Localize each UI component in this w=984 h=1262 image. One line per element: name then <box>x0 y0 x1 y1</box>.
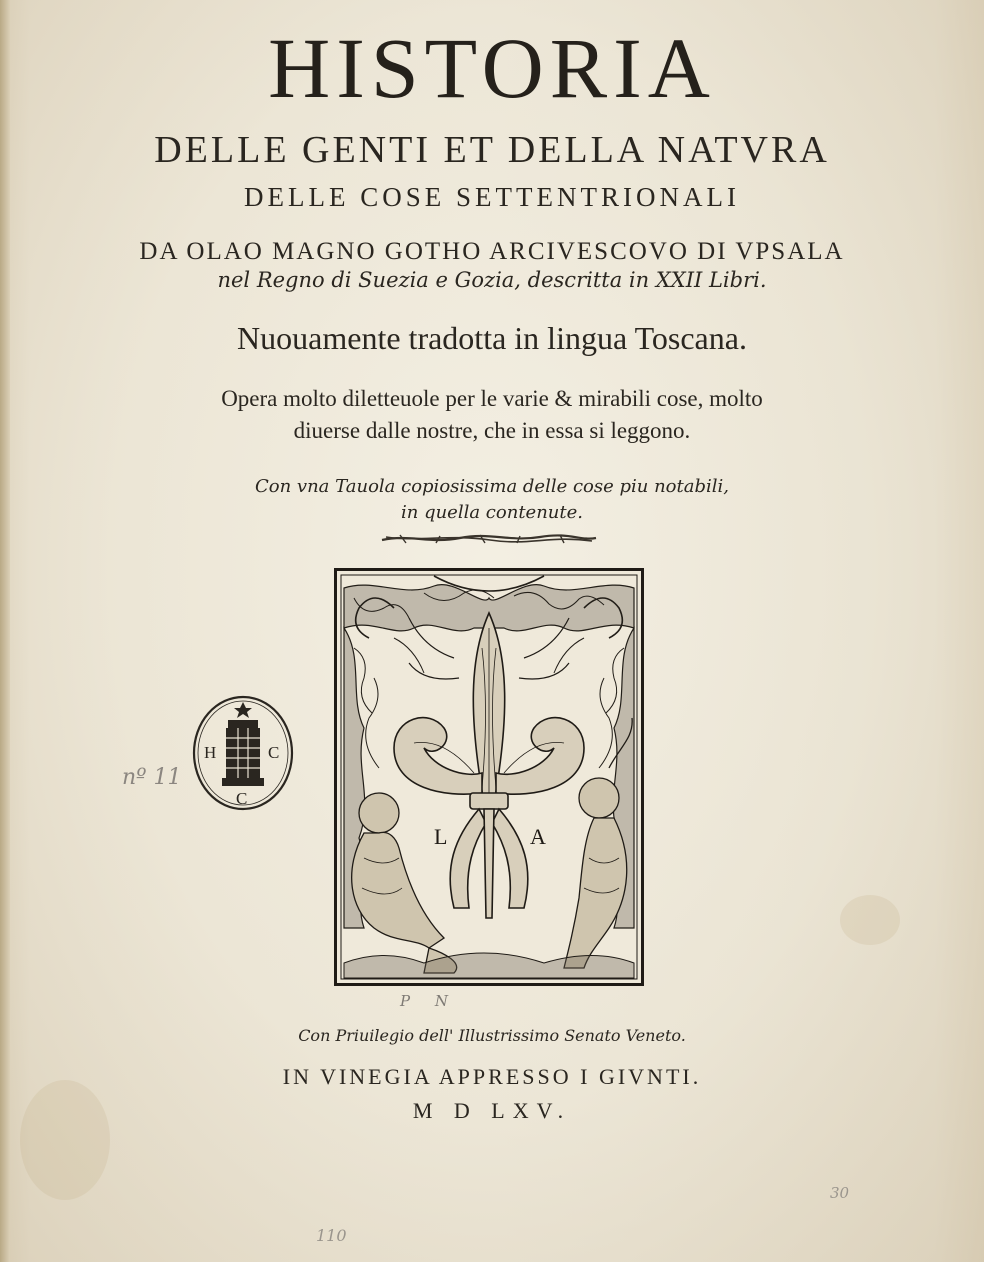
author-line-2: nel Regno di Suezia e Gozia, descritta in XXII Libri. <box>217 268 767 292</box>
handwritten-initials: P N <box>400 992 458 1010</box>
device-letter-l: L <box>434 824 448 849</box>
stamp-letter-h: H <box>204 743 217 762</box>
foxing-stain <box>840 895 900 945</box>
handwritten-page-mark: 30 <box>830 1184 850 1202</box>
library-stamp <box>192 694 294 812</box>
device-letter-a: A <box>530 824 546 849</box>
privilege-line: Con Priuilegio dell' Illustrissimo Senato Veneto. <box>298 1026 686 1045</box>
table-line-1: Con vna Tauola copiosissima delle cose piu notabili, <box>255 476 729 497</box>
description-line-2: diuerse dalle nostre, che in essa si leggono. <box>293 418 691 443</box>
table-line-2: in quella contenute. <box>401 502 583 523</box>
handwritten-number-mark: nº 11 <box>122 765 182 790</box>
author-line: DA OLAO MAGNO GOTHO ARCIVESCOVO DI VPSALA <box>139 238 845 265</box>
stamp-letter-c-bottom: C <box>236 789 248 808</box>
subtitle-line-1: DELLE GENTI ET DELLA NATVRA <box>154 129 830 171</box>
stamp-letter-c-right: C <box>268 743 280 762</box>
book-title: HISTORIA <box>268 20 716 116</box>
imprint-line: IN VINEGIA APPRESSO I GIVNTI. <box>282 1064 702 1089</box>
subtitle-line-2: DELLE COSE SETTENTRIONALI <box>244 182 740 212</box>
translation-line: Nuouamente tradotta in lingua Toscana. <box>237 320 747 356</box>
year-line: M D LXV. <box>412 1098 572 1123</box>
printers-device-woodcut <box>334 568 644 986</box>
description-line-1: Opera molto diletteuole per le varie & mirabili cose, molto <box>221 386 763 411</box>
handwritten-page-mark: 110 <box>316 1226 347 1245</box>
crossed-out-inscription <box>380 532 598 546</box>
